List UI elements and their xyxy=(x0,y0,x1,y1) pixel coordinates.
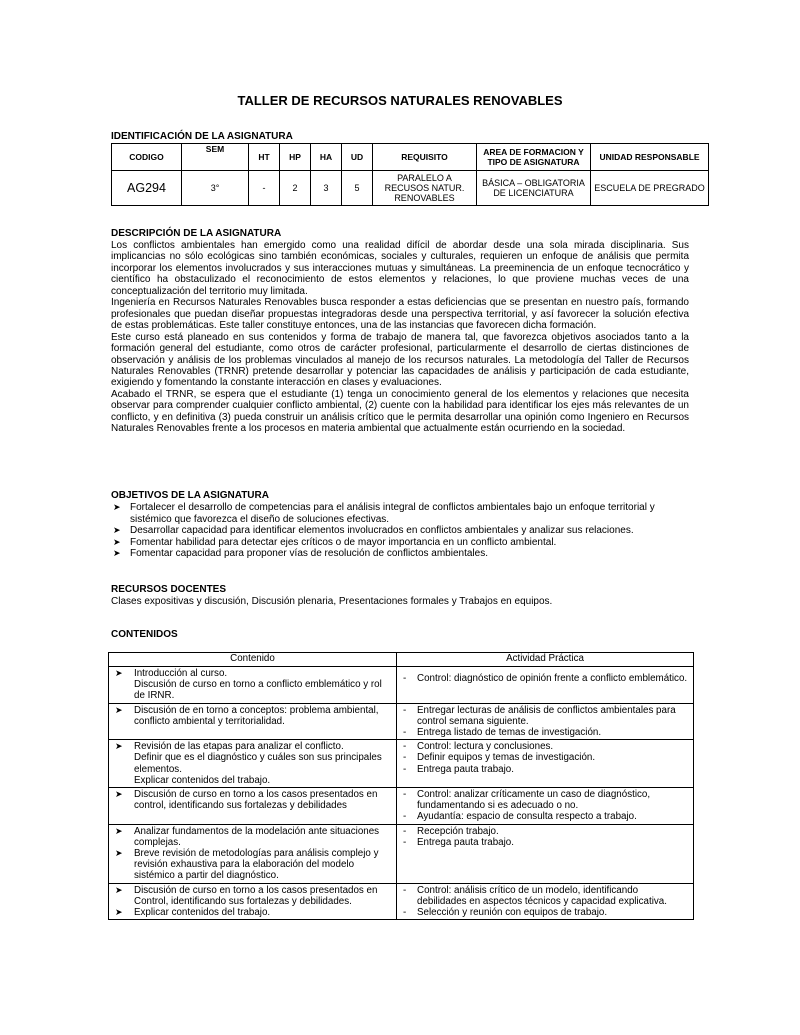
contenido-text: Breve revisión de metodologías para análisis complejo y revisión exhaustiva para la elaboración del modelo sistémico a partir del diagnóstico. xyxy=(134,848,379,882)
actividad-text: Recepción trabajo. xyxy=(417,825,499,837)
actividad-item xyxy=(403,789,689,811)
header-requisito: REQUISITO xyxy=(373,144,477,171)
objetivos-list xyxy=(111,502,691,560)
contenido-text: Discusión de curso en torno a los casos presentados en control, identificando sus fortalezas y debilidades xyxy=(134,789,378,812)
dash-bullet-icon: - xyxy=(403,836,407,848)
contenido-item xyxy=(115,741,392,786)
actividad-cell xyxy=(397,667,694,704)
header-ud: UD xyxy=(342,144,373,171)
dash-bullet-icon: - xyxy=(403,825,407,837)
value-codigo: AG294 xyxy=(112,171,182,206)
contenido-text: Discusión de curso en torno a los casos presentados en Control, identificando sus fortalezas y debilidades. xyxy=(134,884,378,907)
header-contenido: Contenido xyxy=(109,653,397,667)
value-unidad: ESCUELA DE PREGRADO xyxy=(591,171,709,206)
contenidos-row xyxy=(109,788,694,825)
actividad-text: Control: lectura y conclusiones. xyxy=(417,741,554,753)
value-requisito: PARALELO A RECUSOS NATUR. RENOVABLES xyxy=(373,171,477,206)
contenido-text: Explicar contenidos del trabajo. xyxy=(134,907,271,919)
value-ha: 3 xyxy=(311,171,342,206)
contenido-text: Analizar fundamentos de la modelación ante situaciones complejas. xyxy=(134,825,380,848)
actividad-cell xyxy=(397,824,694,883)
contenidos-table xyxy=(108,652,694,920)
actividad-item xyxy=(403,741,689,752)
value-hp: 2 xyxy=(280,171,311,206)
recursos-heading: RECURSOS DOCENTES xyxy=(111,584,227,595)
value-sem: 3° xyxy=(182,171,249,206)
actividad-text: Control: análisis crítico de un modelo, identificando debilidades en aspectos técnicos y capacidad explicativa. xyxy=(417,884,667,907)
descripcion-paragraph: Acabado el TRNR, se espera que el estudiante (1) tenga un conocimiento general de los elementos y relaciones que necesita observar para comprender cualquier conflicto ambiental, (2) cuente con la habilidad para identificar los ejes más relevantes de un conflicto, y en definitiva (3) pueda construir un análisis crítico que le permita desarrollar una opinión como Ingeniero en Recursos Naturales Renovables frente a los procesos en materia ambiental que actualmente están ocurriendo en la sociedad. xyxy=(111,388,689,435)
actividad-text: Entrega pauta trabajo. xyxy=(417,763,514,775)
contenido-item xyxy=(115,907,392,918)
actividad-item xyxy=(403,673,689,684)
objetivo-item: ➤ Fomentar capacidad para proponer vías de resolución de conflictos ambientales. xyxy=(113,548,488,560)
actividad-item xyxy=(403,885,689,907)
descripcion-heading: DESCRIPCIÓN DE LA ASIGNATURA xyxy=(111,228,282,239)
actividad-text: Entrega pauta trabajo. xyxy=(417,836,514,848)
dash-bullet-icon: - xyxy=(403,673,407,684)
objetivo-item: ➤ Desarrollar capacidad para identificar elementos involucrados en conflictos ambientales y analizar sus relaciones. xyxy=(113,525,634,537)
dash-bullet-icon: - xyxy=(403,741,407,753)
contenido-text: Introducción al curso. Discusión de curso en torno a conflicto emblemático y rol de IRNR. xyxy=(134,668,382,702)
dash-bullet-icon: - xyxy=(403,763,407,775)
actividad-item xyxy=(403,826,689,837)
header-unidad: UNIDAD RESPONSABLE xyxy=(591,144,709,171)
contenidos-heading: CONTENIDOS xyxy=(111,629,178,640)
dash-bullet-icon: - xyxy=(403,811,407,823)
dash-bullet-icon: - xyxy=(403,884,407,896)
contenidos-row xyxy=(109,883,694,920)
document-title: TALLER DE RECURSOS NATURALES RENOVABLES xyxy=(237,93,563,108)
actividad-text: Entrega listado de temas de investigación. xyxy=(417,727,602,739)
actividad-cell xyxy=(397,703,694,740)
contenidos-body xyxy=(109,667,694,920)
actividad-item xyxy=(403,727,689,738)
contenido-item xyxy=(115,885,392,907)
contenido-item xyxy=(115,705,392,727)
actividad-cell xyxy=(397,883,694,920)
contenido-item xyxy=(115,789,392,811)
contenido-cell xyxy=(109,667,397,704)
actividad-text: Ayudantía: espacio de consulta respecto a trabajo. xyxy=(417,811,637,823)
header-hp: HP xyxy=(280,144,311,171)
contenido-cell xyxy=(109,788,397,825)
contenidos-row xyxy=(109,667,694,704)
identificacion-heading: IDENTIFICACIÓN DE LA ASIGNATURA xyxy=(111,131,293,142)
descripcion-paragraph: Ingeniería en Recursos Naturales Renovables busca responder a estas deficiencias que se presentan en nuestro país, formando profesionales que puedan diseñar propuestas integradoras desde una perspectiva territorial, y así favorecer la solución efectiva de estas problemáticas. Este taller constituye entonces, una de las instancias que favorecen dicha formación. xyxy=(111,297,689,332)
arrow-bullet-icon: ➤ xyxy=(115,668,123,678)
actividad-cell xyxy=(397,740,694,788)
contenido-cell xyxy=(109,703,397,740)
descripcion-paragraph: Este curso está planeado en sus contenidos y forma de trabajo de manera tal, que favorezca objetivos asociados tanto a la formación general del estudiante, como otros de carácter profesional, particularmente el desarrollo de ciertas distinciones de observación y análisis de los problemas vinculados al manejo de los recursos naturales. La metodología del Taller de Recursos Naturales Renovables (TRNR) pretende desarrollar y potenciar las capacidades de análisis y participación de cada estudiante, exigiendo y fomentando la constante interacción en clases y evaluaciones. xyxy=(111,331,689,389)
header-actividad: Actividad Práctica xyxy=(397,653,694,667)
identificacion-value-row xyxy=(112,171,709,206)
identificacion-header-row xyxy=(112,144,709,171)
arrow-bullet-icon: ➤ xyxy=(113,548,121,559)
contenidos-header-row xyxy=(109,653,694,667)
descripcion-body xyxy=(111,240,689,435)
arrow-bullet-icon: ➤ xyxy=(115,741,123,752)
arrow-bullet-icon: ➤ xyxy=(115,907,123,918)
header-area: AREA DE FORMACION Y TIPO DE ASIGNATURA xyxy=(477,144,591,171)
contenido-cell xyxy=(109,740,397,788)
actividad-text: Control: analizar críticamente un caso de diagnóstico, fundamentando si es adecuado o no. xyxy=(417,789,651,812)
value-area: BÁSICA – OBLIGATORIA DE LICENCIATURA xyxy=(477,171,591,206)
descripcion-paragraph: Los conflictos ambientales han emergido como una realidad difícil de abordar desde una sola mirada disciplinaria. Sus implicancias no sólo ecológicas sino también económicas, sociales y culturales, requieren un enfoque de análisis que permita incorporar los elementos involucrados y sus interacciones mutuas y simultáneas. La preeminencia de un enfoque tecnocrático y científico ha obstaculizado el reconocimiento de estos elementos y relaciones, lo que proviene muchas veces de una conceptualización del territorio muy limitada. xyxy=(111,240,689,297)
actividad-text: Definir equipos y temas de investigación. xyxy=(417,752,596,764)
arrow-bullet-icon: ➤ xyxy=(113,502,121,512)
objetivo-item: ➤ Fomentar habilidad para detectar ejes críticos o de mayor importancia en un conflicto ambiental. xyxy=(113,536,557,548)
dash-bullet-icon: - xyxy=(403,727,407,739)
arrow-bullet-icon: ➤ xyxy=(115,848,123,859)
contenido-cell xyxy=(109,824,397,883)
actividad-item xyxy=(403,907,689,918)
header-ht: HT xyxy=(249,144,280,171)
dash-bullet-icon: - xyxy=(403,789,407,801)
value-ud: 5 xyxy=(342,171,373,206)
dash-bullet-icon: - xyxy=(403,907,407,919)
header-ha: HA xyxy=(311,144,342,171)
arrow-bullet-icon: ➤ xyxy=(115,884,123,895)
actividad-text: Control: diagnóstico de opinión frente a conflicto emblemático. xyxy=(417,673,688,684)
actividad-text: Selección y reunión con equipos de trabajo. xyxy=(417,907,608,919)
contenido-item xyxy=(115,848,392,882)
contenido-item xyxy=(115,668,392,702)
arrow-bullet-icon: ➤ xyxy=(115,704,123,715)
identificacion-table xyxy=(111,143,709,206)
actividad-item xyxy=(403,752,689,763)
contenidos-row xyxy=(109,703,694,740)
arrow-bullet-icon: ➤ xyxy=(113,525,121,536)
actividad-item xyxy=(403,811,689,822)
contenido-item xyxy=(115,826,392,848)
objetivos-heading: OBJETIVOS DE LA ASIGNATURA xyxy=(111,490,269,501)
arrow-bullet-icon: ➤ xyxy=(115,789,123,800)
header-sem: SEM xyxy=(182,144,249,171)
recursos-text: Clases expositivas y discusión, Discusión plenaria, Presentaciones formales y Trabajos en equipos. xyxy=(111,596,553,607)
value-ht: - xyxy=(249,171,280,206)
actividad-item xyxy=(403,764,689,775)
actividad-text: Entregar lecturas de análisis de conflictos ambientales para control semana siguiente. xyxy=(417,704,676,727)
actividad-item xyxy=(403,705,689,727)
header-codigo: CODIGO xyxy=(112,144,182,171)
contenidos-row xyxy=(109,740,694,788)
dash-bullet-icon: - xyxy=(403,704,407,716)
actividad-item xyxy=(403,837,689,848)
contenidos-row xyxy=(109,824,694,883)
actividad-cell xyxy=(397,788,694,825)
dash-bullet-icon: - xyxy=(403,752,407,764)
contenido-text: Revisión de las etapas para analizar el conflicto. Definir que es el diagnóstico y cuáles son sus principales elementos. Explicar contenidos del trabajo. xyxy=(134,741,382,786)
arrow-bullet-icon: ➤ xyxy=(115,825,123,836)
arrow-bullet-icon: ➤ xyxy=(113,536,121,547)
contenido-text: Discusión de en torno a conceptos: problema ambiental, conflicto ambiental y territorialidad. xyxy=(134,704,379,727)
objetivo-item: ➤ Fortalecer el desarrollo de competencias para el análisis integral de conflictos ambientales bajo un enfoque territorial y sistémico que favorezca el diseño de soluciones efectivas. xyxy=(113,502,655,525)
contenido-cell xyxy=(109,883,397,920)
